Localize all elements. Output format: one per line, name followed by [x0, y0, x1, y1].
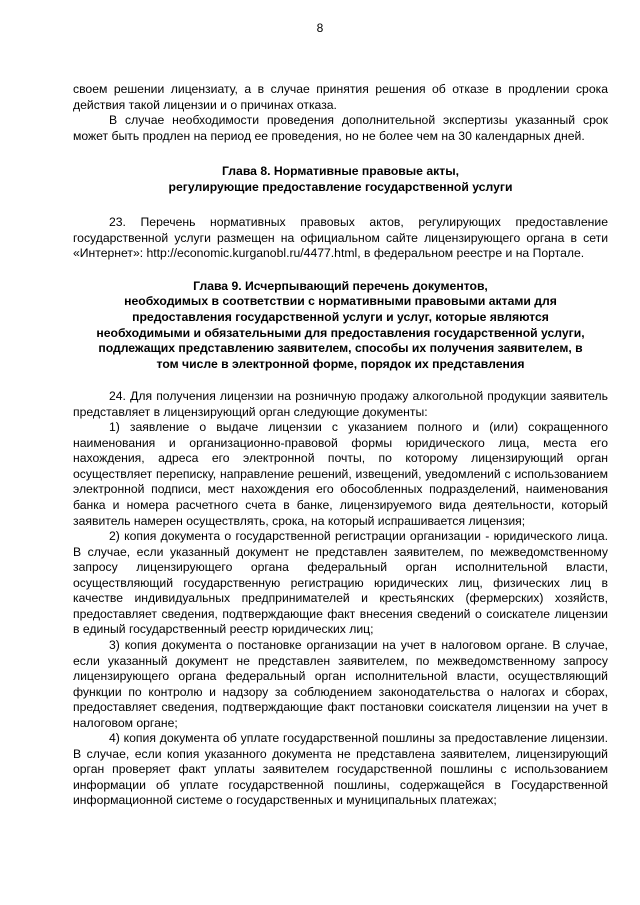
spacer	[73, 195, 608, 215]
spacer	[73, 372, 608, 389]
chapter-9-heading-line: необходимых в соответствии с нормативными правовыми актами для	[124, 294, 557, 309]
page-number: 8	[316, 21, 324, 35]
chapter-9-heading-line: Глава 9. Исчерпывающий перечень документов,	[193, 278, 488, 293]
paragraph-24: 24. Для получения лицензии на розничную продажу алкогольной продукции заявитель представляет в лицензирующий орган следующие документы:	[73, 389, 608, 419]
list-item-2: 2) копия документа о государственной регистрации организации - юридического лица. В случае, если указанный документ не представлен заявителем, по межведомственному запросу лицензирующего органа федеральный орган исполнительной власти, осуществляющий государственную регистрацию юридических лиц, физических лиц в качестве индивидуальных предпринимателей и крестьянских (фермерских) хозяйств, предоставляет сведения, подтверждающие факт внесения сведений о соискателе лицензии в единый государственный реестр юридических лиц;	[73, 529, 608, 637]
chapter-9-heading-line: предоставления государственной услуги и услуг, которые являются	[132, 310, 549, 325]
spacer	[73, 262, 608, 279]
paragraph-expertise-extension: В случае необходимости проведения дополнительной экспертизы указанный срок может быть продлен на период ее проведения, но не более чем на 30 календарных дней.	[73, 113, 608, 143]
paragraph-intro-continuation: своем решении лицензиату, а в случае принятия решения об отказе в продлении срока действия такой лицензии и о причинах отказа.	[73, 82, 608, 112]
list-item-4: 4) копия документа об уплате государственной пошлины за предоставление лицензии. В случае, если копия указанного документа не представлена заявителем, лицензирующий орган проверяет факт уплаты заявителем государственной пошлины с использованием информации об уплате государственной пошлины, содержащейся в Государственной информационной системе о государственных и муниципальных платежах;	[73, 731, 608, 808]
list-item-1: 1) заявление о выдаче лицензии с указанием полного и (или) сокращенного наименования и организационно-правовой формы юридического лица, места его нахождения, адреса его электронной почты, по которому лицензирующий орган осуществляет переписку, направление решений, извещений, уведомлений с использованием электронной подписи, мест нахождения его обособленных подразделений, наименования банка и номера расчетного счета в банке, лицензируемого вида деятельности, который заявитель намерен осуществлять, срока, на который испрашивается лицензия;	[73, 420, 608, 528]
list-item-3: 3) копия документа о постановке организации на учет в налоговом органе. В случае, если указанный документ не представлен заявителем, по межведомственному запросу лицензирующего органа федеральный орган исполнительной власти, осуществляющий функции по контролю и надзору за соблюдением законодательства о налогах и сборах, предоставляет сведения, подтверждающие факт постановки соискателя лицензии на учет в налоговом органе;	[73, 637, 608, 730]
chapter-9-heading-line: необходимыми и обязательными для предоставления государственной услуги,	[96, 325, 585, 340]
chapter-8-heading-line: регулирующие предоставление государственной услуги	[168, 179, 513, 194]
document-body	[73, 82, 608, 809]
chapter-9-heading-line: том числе в электронной форме, порядок их представления	[156, 356, 525, 371]
chapter-9-heading	[73, 279, 608, 372]
spacer	[73, 144, 608, 164]
paragraph-23: 23. Перечень нормативных правовых актов, регулирующих предоставление государственной услуги размещен на официальном сайте лицензирующего органа в сети «Интернет»: http://economic.kurganobl.ru/4477.html, в федеральном реестре и на Портале.	[73, 215, 608, 261]
chapter-8-heading-line: Глава 8. Нормативные правовые акты,	[222, 164, 459, 179]
chapter-8-heading	[73, 164, 608, 195]
chapter-9-heading-line: подлежащих представлению заявителем, способы их получения заявителем, в	[98, 341, 583, 356]
